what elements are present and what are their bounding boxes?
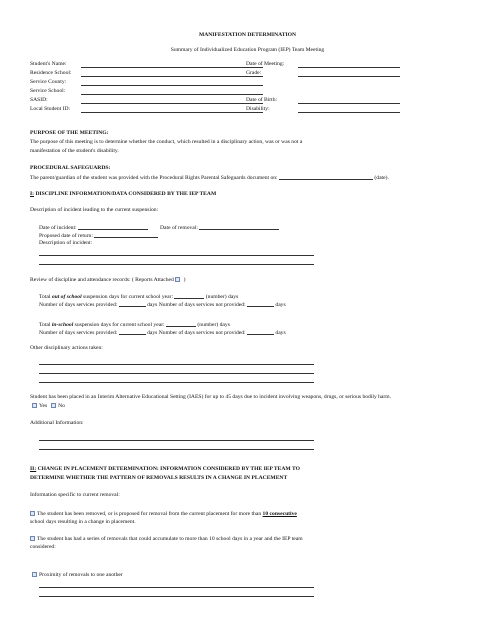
date-of-incident-label: Date of incident: xyxy=(39,225,78,231)
description-of-incident-label: Description of incident: xyxy=(39,240,93,246)
days-not-provided-field-1[interactable] xyxy=(247,301,274,307)
total-label-2: Total xyxy=(39,322,52,328)
iaes-options xyxy=(32,403,65,410)
option1-line1 xyxy=(30,511,297,518)
susp-text-1: suspension days for current school year: xyxy=(81,294,175,300)
section2-title-1: CHANGE IN PLACEMENT DETERMINATION: INFORMATION CONSIDERED BY THE IEP TEAM TO xyxy=(36,466,300,472)
service-school-field[interactable] xyxy=(81,94,263,95)
iaes-no-checkbox[interactable] xyxy=(51,403,56,408)
student-name-label: Student's Name: xyxy=(30,61,67,67)
grade-field[interactable] xyxy=(298,76,400,77)
option1-line2: school days resulting in a change in placement. xyxy=(30,519,136,525)
out-of-school-row xyxy=(39,293,238,301)
date-of-birth-label: Date of Birth: xyxy=(246,97,278,103)
proposed-return-label: Proposed date of return: xyxy=(39,233,95,239)
days-not-provided-label-1: Number of days services not provided: xyxy=(157,302,247,308)
number-days-1: (number) days xyxy=(204,294,239,300)
date-of-incident-row xyxy=(39,224,279,232)
days-provided-label-2: Number of days services provided: xyxy=(39,330,119,336)
in-school-label: in-school xyxy=(51,322,74,328)
days-not-provided-field-2[interactable] xyxy=(247,329,274,335)
in-school-days-field[interactable] xyxy=(166,321,196,327)
form-subtitle: Summary of Individualized Education Program (IEP) Team Meeting xyxy=(170,47,325,53)
susp-text-2: suspension days for current school year: xyxy=(73,322,167,328)
purpose-heading: PURPOSE OF THE MEETING: xyxy=(30,130,109,136)
service-county-field[interactable] xyxy=(81,85,263,86)
purpose-text-line2: manifestation of the student's disability. xyxy=(30,148,119,154)
date-of-meeting-field[interactable] xyxy=(298,67,400,68)
local-student-id-field[interactable] xyxy=(81,112,263,113)
days-word-2: days xyxy=(274,302,286,308)
total-label-1: Total xyxy=(39,294,52,300)
specific-info-label: Information specific to current removal: xyxy=(30,492,120,498)
other-actions-label: Other disciplinary actions taken: xyxy=(30,345,103,351)
series-removals-checkbox[interactable] xyxy=(30,536,35,541)
iaes-yes-checkbox[interactable] xyxy=(32,403,37,408)
service-school-label: Service School: xyxy=(30,88,66,94)
incident-line-1[interactable] xyxy=(39,255,314,256)
local-student-id-label: Local Student ID: xyxy=(30,106,71,112)
disability-label: Disability: xyxy=(246,106,270,112)
days-provided-field-2[interactable] xyxy=(119,329,146,335)
option1-text-a: The student has been removed, or is proposed for removal from the current placement for more than xyxy=(37,511,263,517)
safeguards-text-b: (date). xyxy=(373,175,389,181)
section1-title: DISCIPLINE INFORMATION/DATA CONSIDERED BY THE IEP TEAM xyxy=(34,191,217,197)
date-of-meeting-label: Date of Meeting: xyxy=(246,61,285,67)
section2-heading-line2: DETERMINE WHETHER THE PATTERN OF REMOVALS RESULTS IN A CHANGE IN PLACEMENT xyxy=(30,475,288,481)
review-records-label: Review of discipline and attendance records: ( Reports Attached xyxy=(30,277,176,283)
purpose-text-line1: The purpose of this meeting is to determine whether the conduct, which resulted in a disciplinary action, was or was not a xyxy=(30,139,303,145)
safeguards-text-a: The parent/guardian of the student was provided with the Procedural Rights Parental Safeguards document on: xyxy=(30,175,280,181)
residence-school-label: Residence School: xyxy=(30,70,72,76)
out-of-school-services-row xyxy=(39,301,286,309)
additional-line-2[interactable] xyxy=(39,449,314,450)
option2-text-a: The student has had a series of removals that could accumulate to more than 10 school days in a year and the IEP team xyxy=(37,536,303,542)
date-of-removal-field[interactable] xyxy=(199,224,279,230)
out-of-school-label: out of school xyxy=(51,294,82,300)
grade-label: Grade: xyxy=(246,70,262,76)
disability-field[interactable] xyxy=(298,112,400,113)
days-not-provided-label-2: Number of days services not provided: xyxy=(157,330,247,336)
sasid-label: SASID: xyxy=(30,97,48,103)
reports-attached-checkbox[interactable] xyxy=(175,277,180,282)
section1-heading xyxy=(30,191,216,198)
days-word-4: days xyxy=(274,330,286,336)
additional-line-1[interactable] xyxy=(39,440,314,441)
review-records-end: ) xyxy=(182,277,186,283)
incident-description-label: Description of incident leading to the current suspension: xyxy=(30,207,159,213)
consecutive-removal-checkbox[interactable] xyxy=(30,511,35,516)
date-of-incident-field[interactable] xyxy=(78,224,148,230)
residence-school-field[interactable] xyxy=(81,76,263,77)
iaes-no-label: No xyxy=(58,403,65,409)
in-school-services-row xyxy=(39,329,286,337)
other-actions-line-3[interactable] xyxy=(39,382,314,383)
days-word-3: days xyxy=(145,330,158,336)
review-records-row xyxy=(30,277,186,284)
days-word-1: days xyxy=(145,302,158,308)
proximity-checkbox[interactable] xyxy=(32,572,37,577)
form-title: MANIFESTATION DETERMINATION xyxy=(198,32,297,38)
option2-line1 xyxy=(30,536,303,543)
safeguards-heading: PROCEDURAL SAFEGUARDS: xyxy=(30,165,111,171)
proposed-return-row xyxy=(39,232,158,240)
date-of-removal-label: Date of removal: xyxy=(160,225,200,231)
safeguards-text xyxy=(30,174,389,182)
other-actions-line-2[interactable] xyxy=(39,373,314,374)
proximity-row xyxy=(32,572,123,579)
safeguards-date-field[interactable] xyxy=(279,174,373,180)
in-school-row xyxy=(39,321,230,329)
option2-line2: considered: xyxy=(30,544,56,550)
service-county-label: Service County: xyxy=(30,79,67,85)
date-of-birth-field[interactable] xyxy=(298,103,400,104)
proximity-line-2[interactable] xyxy=(39,596,314,597)
proximity-label: Proximity of removals to one another xyxy=(39,572,123,578)
iaes-text: Student has been placed in an Interim Alternative Educational Setting (IAES) for up to 45 days due to incident involving weapons, drugs, or serious bodily harm. xyxy=(30,394,392,400)
section2-number: II: xyxy=(30,466,37,472)
section1-number: I: xyxy=(30,191,35,197)
additional-info-label: Additional Information: xyxy=(30,420,84,426)
days-provided-label-1: Number of days services provided: xyxy=(39,302,119,308)
iaes-yes-label: Yes xyxy=(39,403,48,409)
number-days-2: (number) days xyxy=(196,322,230,328)
section2-heading-line1 xyxy=(30,466,300,473)
sasid-field[interactable] xyxy=(81,103,263,104)
student-name-field[interactable] xyxy=(81,67,263,68)
out-of-school-days-field[interactable] xyxy=(174,293,204,299)
proximity-line-1[interactable] xyxy=(39,587,314,588)
option1-text-b: 10 consecutive xyxy=(262,511,297,517)
other-actions-line-1[interactable] xyxy=(39,364,314,365)
days-provided-field-1[interactable] xyxy=(119,301,146,307)
proposed-return-field[interactable] xyxy=(94,232,158,238)
incident-line-2[interactable] xyxy=(39,264,314,265)
